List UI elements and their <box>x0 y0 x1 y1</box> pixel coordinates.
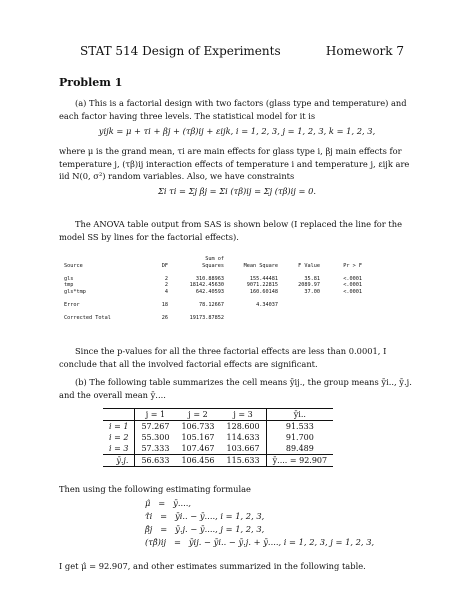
course-title: STAT 514 Design of Experiments <box>80 44 281 58</box>
table-row: i = 1 57.267 106.733 128.600 91.533 <box>103 421 333 433</box>
paragraph-anova-intro: The ANOVA table output from SAS is shown below (I replaced the line for the model SS by lines for the factorial effects). <box>59 219 402 242</box>
cell-means-header-row: j = 1 j = 2 j = 3 ȳi.. <box>103 409 333 421</box>
model-equation: yijk = μ + τi + βj + (τβ)ij + εijk, i = 1, 2, 3, j = 1, 2, 3, k = 1, 2, 3, <box>98 126 376 136</box>
table-row: i = 3 57.333 107.467 103.667 89.489 <box>103 443 333 455</box>
sas-row-interaction: gls*tmp 4 642.40593 160.60148 37.00 <.0001 <box>64 288 362 295</box>
paragraph-estimating-formulae: Then using the following estimating formulae <box>59 484 251 494</box>
formula-beta: β̂j = ȳ.j. − ȳ...., j = 1, 2, 3, <box>145 524 265 534</box>
constraint-equation: Σi τi = Σj βj = Σi (τβ)ij = Σj (τβ)ij = 0. <box>157 186 317 196</box>
paragraph-where: where μ is the grand mean, τi are main effects for glass type i, βj main effects for temperature j, (τβ)ij interaction effects of temperature i and temperature j, εijk are iid N(0, σ²) random variables. Also, we have constraints <box>59 146 410 181</box>
sas-header-row-1: Sum of <box>205 256 224 262</box>
cell-means-table <box>103 408 333 467</box>
sas-row-total: Corrected Total 26 19173.87852 <box>64 314 224 321</box>
sas-row-error: Error 18 78.12667 4.34037 <box>64 301 278 308</box>
formula-tau: τ̂i = ȳi.. − ȳ...., i = 1, 2, 3, <box>145 511 265 521</box>
paragraph-pvalue-conclusion: Since the p-values for all the three factorial effects are less than 0.0001, I conclude that all the involved factorial effects are significant. <box>59 346 387 369</box>
paragraph-part-b: (b) The following table summarizes the cell means ȳij., the group means ȳi.., ȳ.j. and the overall mean ȳ.... <box>59 377 412 400</box>
formula-mu: μ̂ = ȳ...., <box>145 498 192 508</box>
sas-anova-output <box>64 256 400 321</box>
sas-row-tmp: tmp 2 18142.45630 9071.22815 2089.97 <.0001 <box>64 282 362 288</box>
paragraph-final-estimate: I get μ̂ = 92.907, and other estimates summarized in the following table. <box>59 561 366 571</box>
cell-means-footer-row: ȳ.j. 56.633 106.456 115.633 ȳ.... = 92.907 <box>103 455 333 467</box>
formula-interaction: (τβ̂)ij = ȳij. − ȳi.. − ȳ.j. + ȳ...., i = 1, 2, 3, j = 1, 2, 3, <box>145 537 375 547</box>
table-row: i = 2 55.300 105.167 114.633 91.700 <box>103 432 333 443</box>
homework-title: Homework 7 <box>325 44 404 58</box>
sas-header-row-2: Source DF Squares Mean Square F Value Pr > F <box>64 262 362 269</box>
problem-heading: Problem 1 <box>59 76 123 89</box>
paragraph-part-a: (a) This is a factorial design with two factors (glass type and temperature) and each factor having three levels. The statistical model for it is <box>59 98 407 121</box>
sas-row-gls: gls 2 310.88963 155.44481 35.81 <.0001 <box>64 275 362 282</box>
